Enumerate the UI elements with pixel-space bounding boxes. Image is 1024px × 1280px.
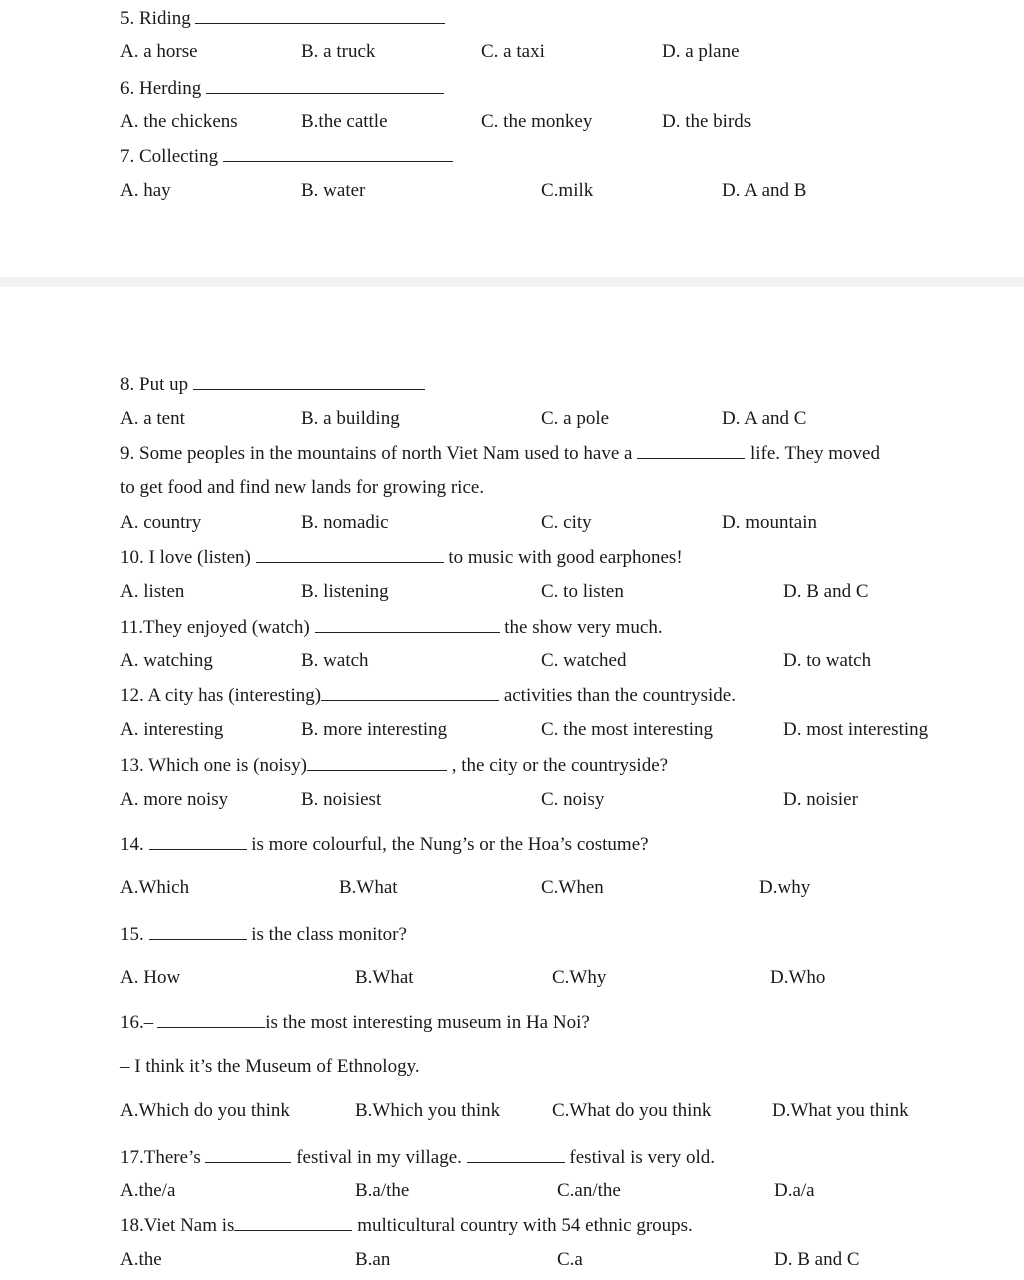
option-a[interactable]: A.the/a [120,1180,176,1201]
question-18-stem: 18.Viet Nam is multicultural country with 54 ethnic groups. [120,1215,693,1236]
option-b[interactable]: B. a building [301,408,400,429]
option-b[interactable]: B. noisiest [301,789,382,810]
question-10-stem: 10. I love (listen) to music with good earphones! [120,547,683,568]
option-c[interactable]: C. a pole [541,408,610,429]
option-d[interactable]: D. B and C [774,1249,860,1270]
question-6-stem: 6. Herding [120,76,444,101]
answer-blank[interactable] [157,1010,265,1028]
option-d[interactable]: D. to watch [783,650,872,671]
answer-blank[interactable] [321,683,499,701]
option-b[interactable]: B.Which you think [355,1100,501,1121]
option-d[interactable]: D.a/a [774,1180,815,1201]
answer-blank[interactable] [149,922,247,940]
option-d[interactable]: D.What you think [772,1100,909,1121]
option-c[interactable]: C.What do you think [552,1100,712,1121]
option-c[interactable]: C. to listen [541,581,624,602]
answer-blank[interactable] [195,6,445,24]
option-a[interactable]: A. listen [120,581,185,602]
question-11-stem: 11.They enjoyed (watch) the show very much. [120,617,663,638]
answer-blank[interactable] [193,372,425,390]
option-b[interactable]: B.What [339,877,398,898]
option-c[interactable]: C. city [541,512,592,533]
question-12-stem: 12. A city has (interesting) activities than the countryside. [120,685,736,706]
option-d[interactable]: D. the birds [662,111,752,132]
option-b[interactable]: B. nomadic [301,512,389,533]
option-d[interactable]: D. mountain [722,512,817,533]
option-d[interactable]: D. noisier [783,789,858,810]
option-a[interactable]: A. interesting [120,719,224,740]
question-16-response: – I think it’s the Museum of Ethnology. [120,1056,420,1077]
question-13-stem: 13. Which one is (noisy) , the city or the countryside? [120,755,669,776]
option-a[interactable]: A. How [120,967,181,988]
option-d[interactable]: D. B and C [783,581,869,602]
answer-blank[interactable] [234,1213,352,1231]
option-a[interactable]: A. the chickens [120,111,238,132]
option-c[interactable]: C. the most interesting [541,719,714,740]
question-9-continuation: to get food and find new lands for growing rice. [120,477,485,498]
answer-blank[interactable] [637,441,745,459]
option-d[interactable]: D. a plane [662,41,740,62]
option-b[interactable]: B.the cattle [301,111,388,132]
question-14-stem: 14. is more colourful, the Nung’s or the Hoa’s costume? [120,834,649,855]
answer-blank[interactable] [467,1145,565,1163]
option-d[interactable]: D. A and C [722,408,807,429]
option-a[interactable]: A. a horse [120,41,198,62]
option-c[interactable]: C. watched [541,650,627,671]
question-7-stem: 7. Collecting [120,144,453,169]
option-c[interactable]: C. a taxi [481,41,545,62]
option-c[interactable]: C.milk [541,180,594,201]
option-d[interactable]: D. most interesting [783,719,929,740]
option-a[interactable]: A. more noisy [120,789,229,810]
question-17-stem: 17.There’s festival in my village. festival is very old. [120,1147,716,1168]
option-a[interactable]: A.the [120,1249,162,1270]
option-b[interactable]: B.a/the [355,1180,410,1201]
option-b[interactable]: B. watch [301,650,369,671]
option-c[interactable]: C.Why [552,967,607,988]
answer-blank[interactable] [205,1145,291,1163]
answer-blank[interactable] [206,76,444,94]
option-b[interactable]: B.What [355,967,414,988]
answer-blank[interactable] [149,832,247,850]
page-break-gap [0,277,1024,287]
answer-blank[interactable] [307,753,447,771]
option-d[interactable]: D.Who [770,967,826,988]
option-a[interactable]: A.Which do you think [120,1100,290,1121]
option-b[interactable]: B. water [301,180,366,201]
option-c[interactable]: C.When [541,877,604,898]
option-b[interactable]: B. a truck [301,41,376,62]
answer-blank[interactable] [223,144,453,162]
question-9-stem: 9. Some peoples in the mountains of north Viet Nam used to have a life. They moved [120,443,880,464]
option-d[interactable]: D.why [759,877,811,898]
option-c[interactable]: C.a [557,1249,583,1270]
question-15-stem: 15. is the class monitor? [120,924,407,945]
question-16-stem: 16.– is the most interesting museum in Ha Noi? [120,1012,590,1033]
option-a[interactable]: A. country [120,512,202,533]
option-c[interactable]: C.an/the [557,1180,621,1201]
question-5-stem: 5. Riding [120,6,445,31]
option-b[interactable]: B. listening [301,581,389,602]
option-c[interactable]: C. the monkey [481,111,593,132]
answer-blank[interactable] [315,615,500,633]
question-8-stem: 8. Put up [120,372,425,397]
option-c[interactable]: C. noisy [541,789,605,810]
option-b[interactable]: B. more interesting [301,719,448,740]
option-a[interactable]: A. hay [120,180,171,201]
option-a[interactable]: A. watching [120,650,213,671]
answer-blank[interactable] [256,545,444,563]
option-a[interactable]: A.Which [120,877,190,898]
option-b[interactable]: B.an [355,1249,391,1270]
option-a[interactable]: A. a tent [120,408,185,429]
option-d[interactable]: D. A and B [722,180,807,201]
